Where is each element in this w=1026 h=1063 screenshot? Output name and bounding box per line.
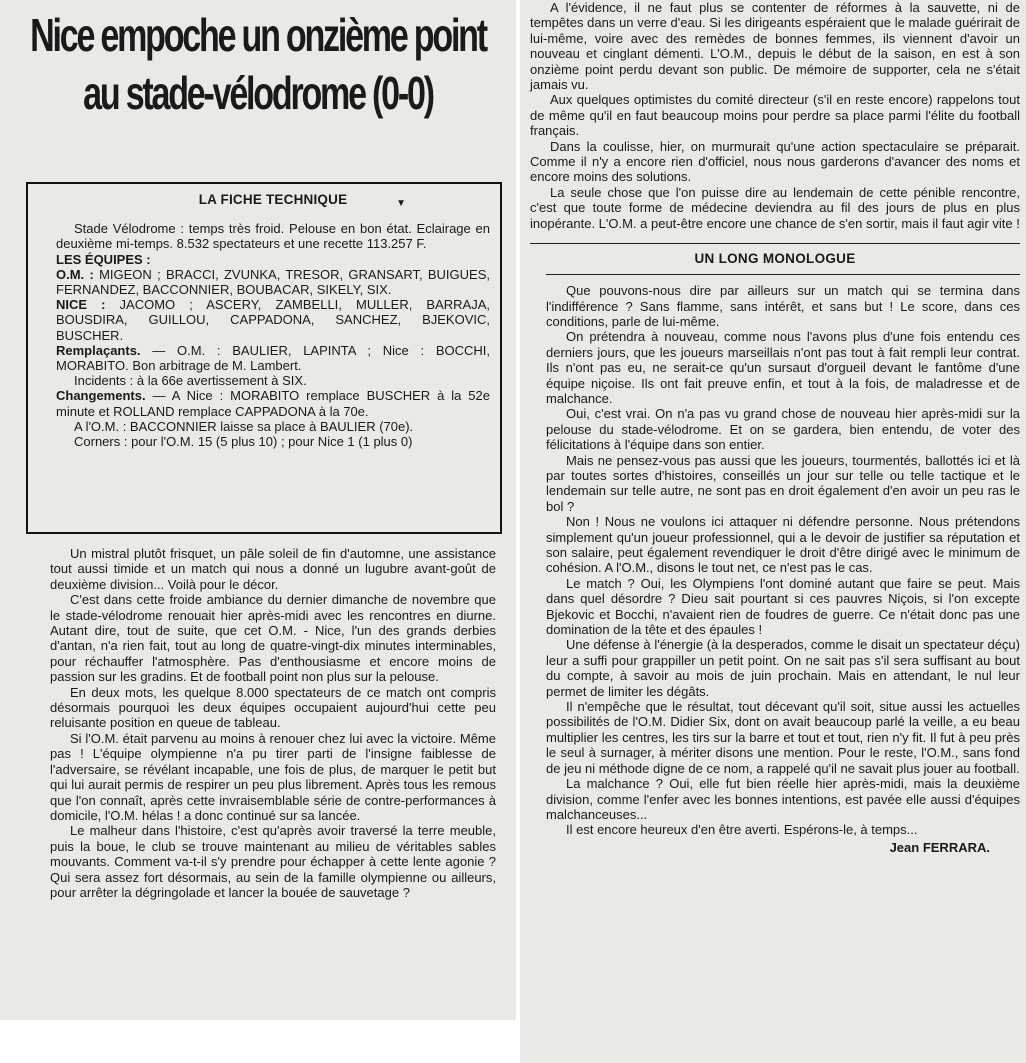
substitutes [56, 343, 490, 373]
corners: Corners : pour l'O.M. 15 (5 plus 10) ; pour Nice 1 (1 plus 0) [74, 434, 413, 450]
left-column [0, 0, 516, 1020]
paragraph: La seule chose que l'on puisse dire au lendemain de cette pénible rencontre, c'est que toute forme de médecine deviendra au fil des jours de plus en plus inopérante. L'O.M. a peut-être encore une chance de s'en sortir, mais il faut agir vite ! [530, 184, 1020, 231]
om-lineup [56, 267, 490, 297]
paragraph: On prétendra à nouveau, comme nous l'avons plus d'une fois entendu ces derniers jours, que les joueurs marseillais n'ont pas tout à fait rempli leur contrat. Ils n'ont pas eu, ne serait-ce qu'un sursaut d'orgueil devant le fantôme d'une équipe niçoise. Ils ont fait preuve enfin, et tout à la fois, de maladresse et de malchance. [546, 329, 1020, 406]
headline-line-2: au stade-vélodrome (0-0) [83, 67, 433, 119]
changes [56, 388, 490, 418]
incidents: Incidents : à la 66e avertissement à SIX. [74, 373, 307, 389]
nice-label: NICE : [56, 297, 106, 313]
author-signature: Jean FERRARA. [889, 839, 990, 855]
stadium-info: Stade Vélodrome : temps très froid. Pelouse en bon état. Eclairage en deuxième mi-temps. 8.532 spectateurs et une recette 113.257 F. [56, 221, 490, 252]
teams-label: LES ÉQUIPES : [56, 251, 151, 267]
right-article-top [530, 0, 1020, 231]
paragraph: Non ! Nous ne voulons ici attaquer ni défendre personne. Nous prétendons simplement qu'un joueur professionnel, qui a le devoir de justifier sa réputation et son salaire, peut également revendiquer le droit d'être dirigé avec le minimum de cohésion. A l'O.M., disons le tout net, ce n'est pas le cas. [546, 514, 1020, 576]
substitutes-label: Remplaçants. [56, 342, 141, 358]
changes-label: Changements. [56, 388, 146, 404]
nice-lineup [56, 297, 490, 343]
paragraph: Le match ? Oui, les Olympiens l'ont dominé autant que faire se peut. Mais dans quel désordre ? Dieu sait pourtant si ces pauvres Niçois, si l'on excepte Bjekovic et Bocchi, n'avaient rien de foudres de guerre. Ce n'était donc pas une domination de la tête et des épaules ! [546, 575, 1020, 638]
om-players: MIGEON ; BRACCI, ZVUNKA, TRESOR, GRANSART, BUIGUES, FERNANDEZ, BACCONNIER, BOUBACAR, SIKELY, SIX. [56, 266, 490, 298]
paragraph: Que pouvons-nous dire par ailleurs sur un match qui se termina dans l'indifférence ? Sans flamme, sans intérêt, et sans but ! Le score, dans ces conditions, parle de lui-même. [546, 283, 1020, 329]
paragraph: Il n'empêche que le résultat, tout décevant qu'il soit, situe aussi les actuelles possibilités de l'O.M. Didier Six, dont on avait beaucoup parlé la veille, a eu beau multiplier les centres, les tirs sur la barre et tout et tout, rien n'y fit. Il fut à peu près le seul à surnager, à mériter disons une mention. Pour le reste, l'O.M., sans fond de jeu ni méthode digne de ce nom, a rappelé qu'il ne savait plus jouer au football. [546, 699, 1020, 776]
left-article-body [50, 546, 496, 900]
changes-text: — A Nice : MORABITO remplace BUSCHER à la 52e minute et ROLLAND remplace CAPPADONA à la 70e. [56, 388, 491, 419]
nice-players: JACOMO ; ASCERY, ZAMBELLI, MULLER, BARRAJA, BOUSDIRA, GUILLOU, CAPPADONA, SANCHEZ, BJEKOVIC, BUSCHER. [56, 297, 490, 343]
om-label: O.M. : [56, 266, 94, 282]
headline [23, 6, 494, 122]
paragraph: En deux mots, les quelque 8.000 spectateurs de ce match ont compris désormais pourquoi les deux équipes occupaient aujourd'hui cette peu reluisante position en queue de tableau. [50, 684, 496, 731]
technical-sheet-title: LA FICHE TECHNIQUE [198, 192, 348, 207]
paragraph: Dans la coulisse, hier, on murmurait qu'une action spectaculaire se préparait. Comme il n'y a encore rien d'officiel, nous nous garderons d'avancer des noms et encore moins des solutions. [530, 138, 1020, 185]
paragraph: Un mistral plutôt frisquet, un pâle soleil de fin d'automne, une assistance tout aussi timide et un match qui nous a donné un lugubre avant-goût de deuxième division... Voilà pour le décor. [50, 546, 496, 592]
paragraph: Une défense à l'énergie (à la desperados, comme le disait un spectateur déçu) leur a suffi pour grappiller un petit point. On ne sait pas s'il sera suffisant au bout du compte, à savoir au mois de juin prochain. Mais en attendant, le nul leur permet de limiter les dégâts. [546, 637, 1020, 699]
paragraph: A l'évidence, il ne faut plus se contenter de réformes à la sauvette, ni de tempêtes dans un verre d'eau. Si les dirigeants espéraient que le malade guérirait de lui-même, voire avec des remèdes de bonnes femmes, ils viennent d'avoir un nouveau et cinglant démenti. L'O.M., depuis le début de la saison, en est à son onzième point perdu devant son public. De mémoire de supporter, cela ne s'était jamais vu. [530, 0, 1020, 93]
paragraph: Aux quelques optimistes du comité directeur (s'il en reste encore) rappelons tout de même qu'il en faut beaucoup moins pour perdre sa place parmi l'élite du football français. [530, 92, 1020, 139]
decorative-mark-icon: ▼ [396, 198, 406, 209]
technical-sheet-box [26, 182, 502, 534]
section-title: UN LONG MONOLOGUE [530, 243, 1020, 266]
headline-line-1: Nice empoche un onzième point [30, 9, 486, 61]
right-column [520, 0, 1026, 1063]
substitutes-text: — O.M. : BAULIER, LAPINTA ; Nice : BOCCHI, MORABITO. Bon arbitrage de M. Lambert. [56, 342, 490, 374]
paragraph: Mais ne pensez-vous pas aussi que les joueurs, tourmentés, ballottés ici et là par toutes sortes d'histoires, conseillés un jour sur telle ou telle tactique et le lendemain sur telle autre, ne sont pas en droit également d'en avoir un peu ras le bol ? [546, 452, 1020, 514]
paragraph: La malchance ? Oui, elle fut bien réelle hier après-midi, mais la deuxième division, comme l'enfer avec les bonnes intentions, est pavée elle aussi d'équipes malchanceuses... [546, 776, 1020, 822]
paragraph: Oui, c'est vrai. On n'a pas vu grand chose de nouveau hier après-midi sur la pelouse du stade-vélodrome. Et on se gardera, bien entendu, de voter des félicitations à l'équipe dans son entier. [546, 406, 1020, 453]
om-change: A l'O.M. : BACCONNIER laisse sa place à BAULIER (70e). [74, 418, 414, 434]
paragraph: Il est encore heureux d'en être averti. Espérons-le, à temps... [566, 822, 918, 838]
paragraph: Le malheur dans l'histoire, c'est qu'après avoir traversé la terre meuble, puis la boue, le club se trouve maintenant au milieu de véritables sables mouvants. Comment va-t-il s'y prendre pour échapper à cette lente agonie ? Qui sera assez fort désormais, au sein de la famille olympienne ou ailleurs, pour arrêter la dégringolade et lancer la bouée de sauvetage ? [50, 823, 496, 900]
right-article-body [546, 274, 1020, 838]
paragraph: C'est dans cette froide ambiance du dernier dimanche de novembre que le stade-vélodrome renouait hier après-midi avec les rencontres en diurne. Autant dire, tout de suite, que cet O.M. - Nice, l'un des grands derbies d'antan, n'a rien fait, tout au long de quatre-vingt-dix minutes interminables, pour réchauffer l'atmosphère. Pas d'enthousiasme et encore moins de passion sur les gradins. Et de football point non plus sur la pelouse. [50, 592, 496, 685]
teams-label-line [56, 252, 490, 267]
paragraph: Si l'O.M. était parvenu au moins à renouer chez lui avec la victoire. Même pas ! L'équipe olympienne n'a pu tirer parti de l'insigne faiblesse de l'adversaire, se révélant incapable, une fois de plus, de marquer le petit but qui lui aurait permis de respirer un peu plus librement. Après tous les remous que l'on connaît, après cette invraisemblable série de contre-performances à domicile, l'O.M. hélas ! a donc continué sur sa lancée. [50, 730, 496, 823]
